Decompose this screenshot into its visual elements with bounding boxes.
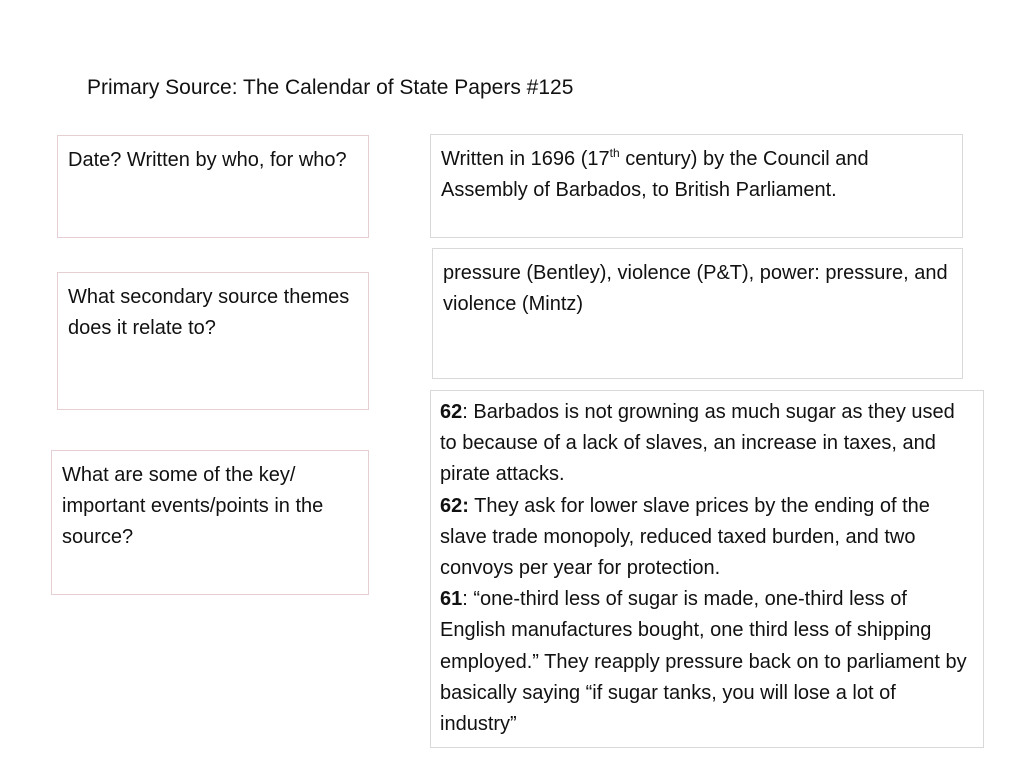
answer-superscript: th	[609, 146, 620, 160]
answer-box-secondary-themes	[432, 248, 963, 379]
key-point-text: : “one-third less of sugar is made, one-third less of English manufactures bought, one third less of shipping employed.” They reapply pressure back on to parliament by basically saying “if sugar tanks, you will lose a lot of industry”	[440, 588, 967, 736]
key-point-text: : Barbados is not growning as much sugar as they used to because of a lack of slaves, an increase in taxes, and pirate attacks.	[440, 401, 955, 486]
key-point-text: They ask for lower slave prices by the ending of the slave trade monopoly, reduced taxed burden, and two convoys per year for protection.	[440, 494, 930, 580]
question-box-date-author	[57, 135, 369, 238]
key-point	[440, 491, 974, 585]
key-point	[440, 397, 974, 491]
question-box-key-events	[51, 450, 369, 595]
question-text: Date? Written by who, for who?	[68, 149, 347, 171]
page-reference: 61	[440, 588, 463, 611]
question-box-secondary-themes	[57, 272, 369, 410]
answer-text: century) by the Council and Assembly of Barbados, to British Parliament.	[441, 148, 869, 201]
question-text: What secondary source themes does it relate to?	[68, 286, 350, 339]
answer-box-key-events	[430, 390, 984, 748]
answer-text: Written in 1696 (17	[441, 148, 610, 170]
page-title: Primary Source: The Calendar of State Papers #125	[87, 76, 574, 99]
page-reference: 62	[440, 401, 463, 423]
answer-text: pressure (Bentley), violence (P&T), power: pressure, and violence (Mintz)	[443, 262, 948, 315]
page-reference: 62:	[440, 494, 469, 517]
answer-box-date-author	[430, 134, 963, 238]
key-point	[440, 584, 974, 740]
question-text: What are some of the key/ important events/points in the source?	[62, 464, 324, 548]
